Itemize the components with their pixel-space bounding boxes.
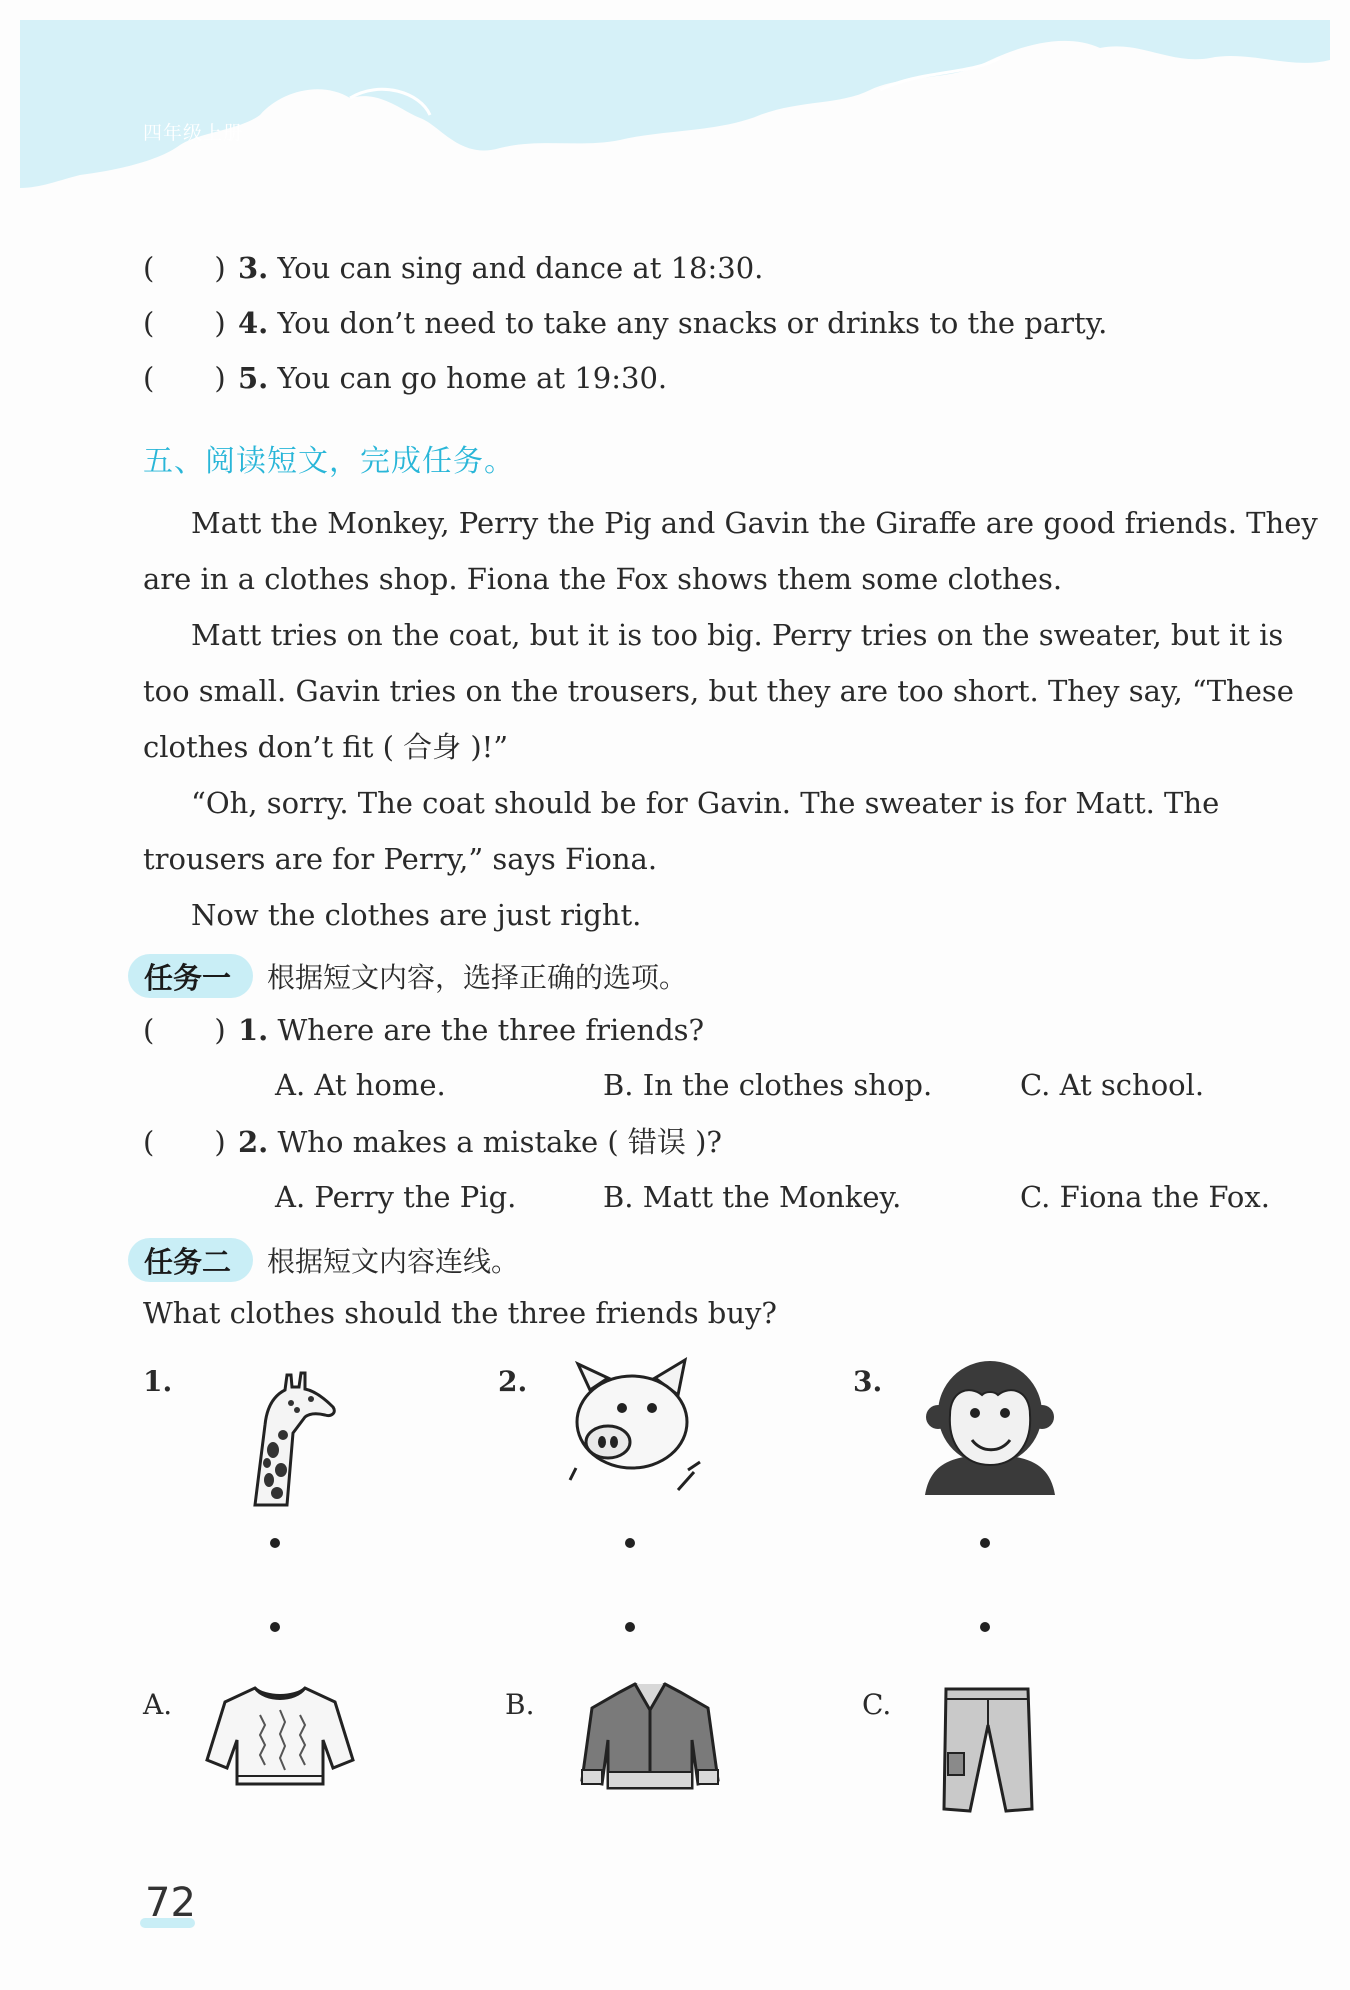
task1-q1-option-a: A. At home.: [275, 1068, 446, 1102]
match-dot-animal-3[interactable]: [980, 1538, 990, 1548]
task2-instruction: 根据短文内容连线。: [267, 1245, 520, 1278]
task1-label: 任务一: [128, 954, 253, 998]
match-dot-clothes-b[interactable]: [625, 1622, 635, 1632]
match-dot-animal-2[interactable]: [625, 1538, 635, 1548]
monkey-picture: [920, 1355, 1060, 1495]
task1-q2-option-b: B. Matt the Monkey.: [603, 1180, 902, 1214]
task1-question-2: ( ) 2. Who makes a mistake ( 错误 )?: [143, 1125, 722, 1159]
clothes-label-c: C.: [862, 1688, 892, 1721]
question-4: ( ) 4. You don’t need to take any snacks or drinks to the party.: [143, 306, 1108, 340]
animal-label-1: 1.: [143, 1365, 173, 1398]
passage-line-6: “Oh, sorry. The coat should be for Gavin. The sweater is for Matt. The: [191, 786, 1220, 820]
passage-line-3: Matt tries on the coat, but it is too big. Perry tries on the sweater, but it is: [191, 618, 1284, 652]
task2-header: [128, 1237, 519, 1283]
jacket-picture: [580, 1680, 720, 1795]
task1-q1-option-c: C. At school.: [1020, 1068, 1205, 1102]
pig-picture: [560, 1350, 710, 1500]
task1-q1-option-b: B. In the clothes shop.: [603, 1068, 933, 1102]
sweater-picture: [205, 1680, 355, 1790]
passage-line-4: too small. Gavin tries on the trousers, but they are too short. They say, “These: [143, 674, 1294, 708]
match-dot-clothes-a[interactable]: [270, 1622, 280, 1632]
section-title: 五、阅读短文，完成任务。: [143, 444, 515, 479]
task1-q2-option-c: C. Fiona the Fox.: [1020, 1180, 1270, 1214]
match-dot-clothes-c[interactable]: [980, 1622, 990, 1632]
match-dot-animal-1[interactable]: [270, 1538, 280, 1548]
grade-label: 四年级上册: [143, 122, 244, 144]
header-cloud-band: [20, 20, 1330, 190]
clothes-label-b: B.: [505, 1688, 535, 1721]
task1-question-1: ( ) 1. Where are the three friends?: [143, 1013, 705, 1047]
task1-q2-option-a: A. Perry the Pig.: [275, 1180, 517, 1214]
animal-label-2: 2.: [498, 1365, 528, 1398]
task1-instruction: 根据短文内容，选择正确的选项。: [267, 961, 688, 994]
clothes-label-a: A.: [143, 1688, 173, 1721]
passage-line-1: Matt the Monkey, Perry the Pig and Gavin the Giraffe are good friends. They: [191, 506, 1318, 540]
passage-line-8: Now the clothes are just right.: [191, 898, 642, 932]
animal-label-3: 3.: [853, 1365, 883, 1398]
task1-header: [128, 953, 687, 999]
page-number: 72: [145, 1880, 196, 1926]
passage-line-7: trousers are for Perry,” says Fiona.: [143, 842, 658, 876]
trousers-picture: [940, 1685, 1035, 1815]
passage-line-2: are in a clothes shop. Fiona the Fox shows them some clothes.: [143, 562, 1063, 596]
passage-line-5: clothes don’t fit ( 合身 )!”: [143, 730, 509, 764]
task2-label: 任务二: [128, 1238, 253, 1282]
giraffe-picture: [225, 1355, 345, 1515]
question-5: ( ) 5. You can go home at 19:30.: [143, 361, 668, 395]
task2-question: What clothes should the three friends buy?: [143, 1296, 777, 1330]
question-3: ( ) 3. You can sing and dance at 18:30.: [143, 251, 764, 285]
